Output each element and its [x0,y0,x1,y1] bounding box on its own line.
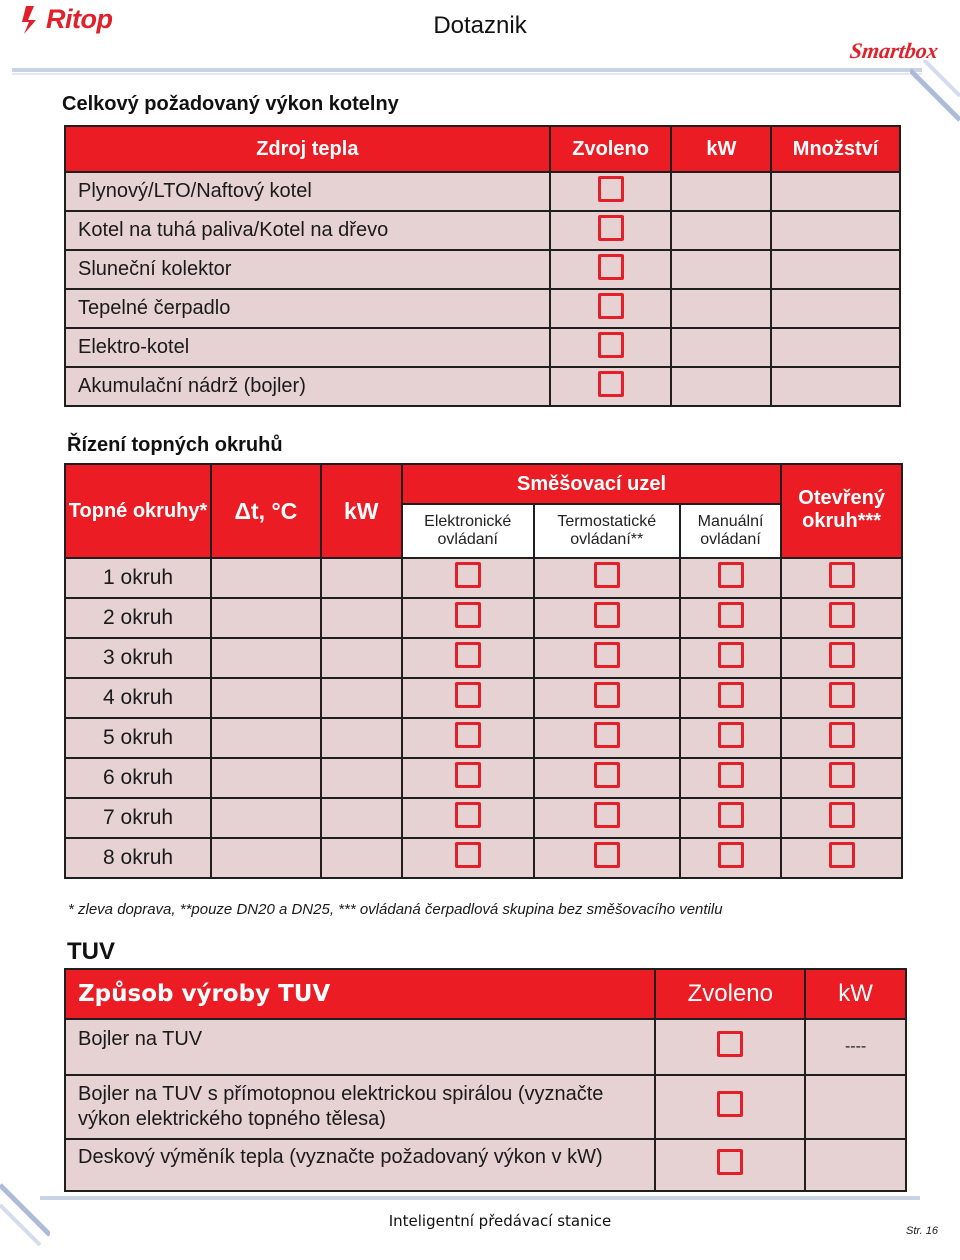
checkbox[interactable] [717,1149,743,1175]
section-heading-boiler-output: Celkový požadovaný výkon kotelny [62,93,399,115]
table-row [65,367,900,406]
table-row [65,1139,906,1191]
col-thermostatic: Termostatické ovládaní** [534,504,680,558]
checkbox[interactable] [829,682,855,708]
quantity-cell[interactable] [771,328,900,367]
checkbox[interactable] [829,602,855,628]
circuit-label: 2 okruh [65,598,211,638]
circuit-label: 8 okruh [65,838,211,878]
col-mixing-unit: Směšovací uzel [402,464,781,504]
col-selected: Zvoleno [655,969,805,1019]
checkbox[interactable] [455,842,481,868]
table-row [65,558,902,598]
kw-cell[interactable] [671,172,771,211]
checkbox[interactable] [455,722,481,748]
checkbox[interactable] [598,332,624,358]
checkbox[interactable] [594,842,620,868]
table-row [65,211,900,250]
table-row [65,638,902,678]
checkbox[interactable] [455,642,481,668]
checkbox[interactable] [829,802,855,828]
heat-source-header-row [65,126,900,172]
checkbox[interactable] [594,722,620,748]
col-heat-source: Zdroj tepla [65,126,550,172]
col-kw: kW [671,126,771,172]
tuv-method-label: Bojler na TUV [65,1019,655,1075]
checkbox[interactable] [718,642,744,668]
kw-cell[interactable] [321,638,402,678]
checkbox[interactable] [829,642,855,668]
tuv-header-row [65,969,906,1019]
kw-cell[interactable] [321,758,402,798]
table-row [65,838,902,878]
table-row [65,718,902,758]
checkbox[interactable] [829,562,855,588]
col-electronic: Elektronické ovládaní [402,504,534,558]
heat-source-label: Sluneční kolektor [65,250,550,289]
delta-t-cell[interactable] [211,638,321,678]
delta-t-cell[interactable] [211,838,321,878]
quantity-cell[interactable] [771,367,900,406]
heat-source-label: Elektro-kotel [65,328,550,367]
heat-source-label: Tepelné čerpadlo [65,289,550,328]
header-rule-light [12,73,922,75]
circuit-label: 6 okruh [65,758,211,798]
checkbox[interactable] [717,1031,743,1057]
table-row [65,1075,906,1139]
circuit-label: 3 okruh [65,638,211,678]
circuit-label: 4 okruh [65,678,211,718]
heat-source-label: Akumulační nádrž (bojler) [65,367,550,406]
checkbox[interactable] [594,642,620,668]
circuit-label: 7 okruh [65,798,211,838]
checkbox[interactable] [594,602,620,628]
checkbox[interactable] [455,562,481,588]
heat-source-table [64,125,901,407]
table-row [65,758,902,798]
checkbox[interactable] [718,722,744,748]
kw-cell[interactable] [321,598,402,638]
kw-cell[interactable] [321,558,402,598]
kw-cell[interactable] [671,328,771,367]
tuv-method-label: Bojler na TUV s přímotopnou elektrickou spirálou (vyznačte výkon elektrického topného tělesa) [65,1075,655,1139]
table-row [65,328,900,367]
header-rule [12,68,922,72]
col-circuits: Topné okruhy* [65,464,211,558]
checkbox[interactable] [718,602,744,628]
checkbox[interactable] [598,215,624,241]
kw-cell[interactable] [321,798,402,838]
checkbox[interactable] [829,842,855,868]
kw-cell[interactable] [321,678,402,718]
section-heading-circuits: Řízení topných okruhů [67,434,283,456]
kw-cell[interactable] [321,718,402,758]
quantity-cell[interactable] [771,211,900,250]
circuit-label: 5 okruh [65,718,211,758]
table-row [65,250,900,289]
col-quantity: Množství [771,126,900,172]
table-row [65,289,900,328]
checkbox[interactable] [594,762,620,788]
heat-source-label: Kotel na tuhá paliva/Kotel na dřevo [65,211,550,250]
table-row [65,598,902,638]
checkbox[interactable] [594,802,620,828]
checkbox[interactable] [598,176,624,202]
checkbox[interactable] [455,602,481,628]
col-manual: Manuální ovládaní [680,504,781,558]
checkbox[interactable] [829,722,855,748]
circuit-label: 1 okruh [65,558,211,598]
checkbox[interactable] [455,682,481,708]
delta-t-cell[interactable] [211,598,321,638]
col-open-circuit: Otevřený okruh*** [781,464,902,558]
checkbox[interactable] [718,762,744,788]
checkbox[interactable] [598,371,624,397]
kw-cell[interactable] [671,211,771,250]
delta-t-cell[interactable] [211,758,321,798]
corner-decoration-icon [910,60,960,130]
section-heading-tuv: TUV [67,938,115,965]
kw-cell[interactable] [671,367,771,406]
checkbox[interactable] [594,562,620,588]
kw-cell[interactable] [321,838,402,878]
table-row [65,1019,906,1075]
checkbox[interactable] [598,254,624,280]
table-row [65,172,900,211]
checkbox[interactable] [718,842,744,868]
col-tuv-method: Způsob výroby TUV [65,969,655,1019]
kw-cell[interactable] [671,250,771,289]
checkbox[interactable] [717,1091,743,1117]
delta-t-cell[interactable] [211,678,321,718]
circuits-table [64,463,903,879]
quantity-cell[interactable] [771,289,900,328]
delta-t-cell[interactable] [211,798,321,838]
kw-cell: ---- [805,1019,906,1075]
kw-cell[interactable] [671,289,771,328]
checkbox[interactable] [718,802,744,828]
ritop-logo: Ritop [46,4,113,34]
delta-t-cell[interactable] [211,558,321,598]
circuits-footnote: * zleva doprava, **pouze DN20 a DN25, *** ovládaná čerpadlová skupina bez směšovacího ventilu [68,901,723,918]
tuv-method-label: Deskový výměník tepla (vyznačte požadovaný výkon v kW) [65,1139,655,1191]
kw-cell[interactable] [805,1075,906,1139]
kw-cell[interactable] [805,1139,906,1191]
footer-title: Inteligentní předávací stanice [388,1212,612,1230]
col-delta-t: Δt, °C [211,464,321,558]
col-selected: Zvoleno [550,126,672,172]
checkbox[interactable] [718,562,744,588]
checkbox[interactable] [455,802,481,828]
delta-t-cell[interactable] [211,718,321,758]
table-row [65,798,902,838]
footer-rule [40,1196,920,1200]
tuv-table [64,968,907,1192]
heat-source-label: Plynový/LTO/Naftový kotel [65,172,550,211]
checkbox[interactable] [718,682,744,708]
page-number: Str. 16 [906,1225,938,1237]
quantity-cell[interactable] [771,172,900,211]
checkbox[interactable] [594,682,620,708]
col-kw: kW [321,464,402,558]
quantity-cell[interactable] [771,250,900,289]
table-row [65,678,902,718]
col-kw: kW [805,969,906,1019]
checkbox[interactable] [455,762,481,788]
checkbox[interactable] [829,762,855,788]
document-title: Dotaznik [433,12,527,39]
smartbox-logo: Smartbox [848,38,940,63]
checkbox[interactable] [598,293,624,319]
